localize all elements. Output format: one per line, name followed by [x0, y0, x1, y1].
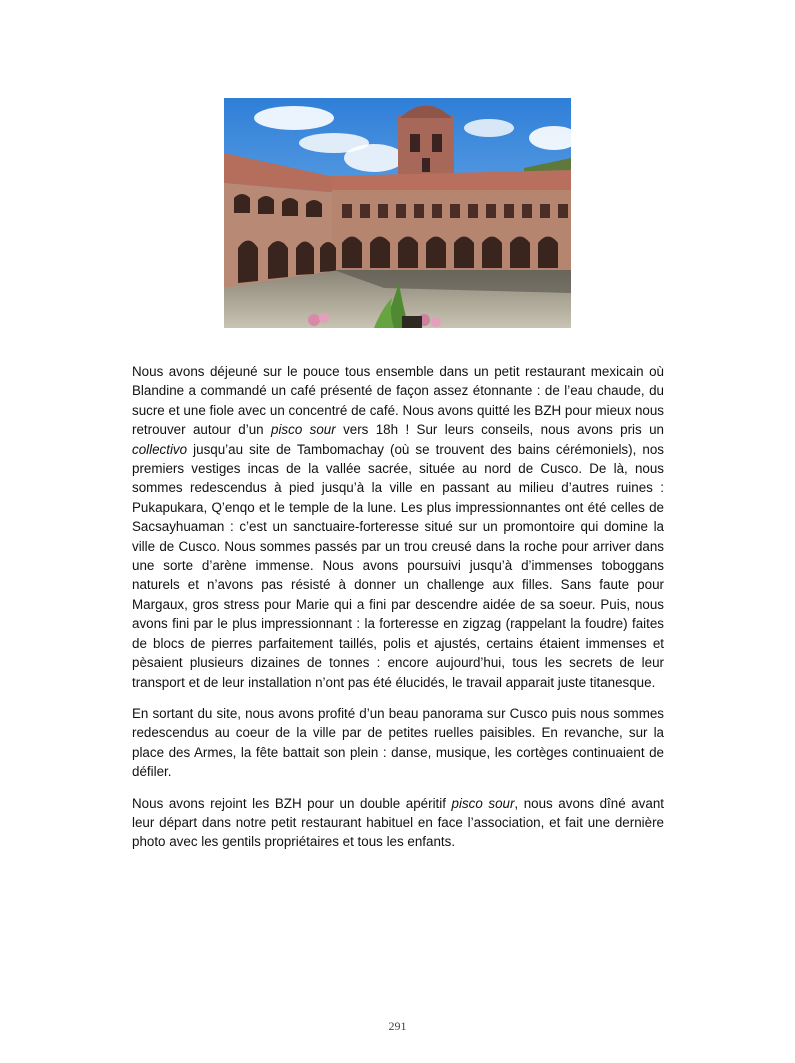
cloister-photo: [224, 98, 571, 328]
text-run: Nous avons déjeuné sur le pouce tous ensemble dans un petit restaurant mexicain où Blandine a commandé un café présenté de façon assez étonnante : de l’eau chaude, du sucre et une fiole avec un concentré de café. Nous avons quitté les BZH pour mieux nous retrouver autour d’un: [132, 364, 664, 438]
text-run: jusqu’au site de Tambomachay (où se trouvent des bains cérémoniels), nos premiers vestiges incas de la vallée sacrée, située au nord de Cusco. De là, nous sommes redescendus à pied jusqu’à la ville en passant au milieu d’autres ruines : Pukapukara, Q’enqo et le temple de la lune. Les plus impressionnantes ont été celles de Sacsayhuaman : c’est un sanctuaire-forteresse situé sur un promontoire qui domine la ville de Cusco. Nous sommes passés par un trou creusé dans la roche pour arriver dans une sorte d’arène immense. Nous avons poursuivi jusqu’à d’immenses toboggans naturels et n’avons pas résisté à donner un challenge aux filles. Sans faute pour Margaux, gros stress pour Marie qui a fini par descendre aidée de sa soeur. Puis, nous avons fini par le plus impressionnant : la forteresse en zigzag (rappelant la foudre) faites de blocs de pierres parfaitement taillés, polis et ajustés, certains étaient immenses et pèsaient plusieurs dizaines de tonnes : encore aujourd’hui, tous les secrets de leur transport et de leur installation n’ont pas été élucidés, le travail apparait juste titanesque.: [132, 441, 664, 690]
text-run: vers 18h ! Sur leurs conseils, nous avons pris un: [335, 422, 665, 438]
italic-term: pisco sour: [271, 422, 336, 438]
cloister-photo-image: [224, 98, 571, 328]
text-run: , nous avons dîné avant leur départ dans notre petit restaurant habituel en face l’association, et fait une dernière photo avec les gentils propriétaires et tous les enfants.: [132, 795, 664, 850]
text-run: Nous avons rejoint les BZH pour un double apéritif: [132, 795, 452, 811]
italic-term: pisco sour: [451, 795, 515, 811]
paragraph: [132, 362, 664, 692]
paragraph: [132, 704, 664, 782]
text-run: En sortant du site, nous avons profité d’un beau panorama sur Cusco puis nous sommes redescendus au coeur de la ville par de petites ruelles paisibles. En revanche, sur la place des Armes, la fête battait son plein : danse, musique, les cortèges continuaient de défiler.: [132, 705, 664, 780]
narrative-text: [132, 362, 664, 864]
paragraph: [132, 794, 664, 852]
italic-term: collectivo: [132, 441, 188, 457]
page-number: 291: [388, 1019, 407, 1033]
